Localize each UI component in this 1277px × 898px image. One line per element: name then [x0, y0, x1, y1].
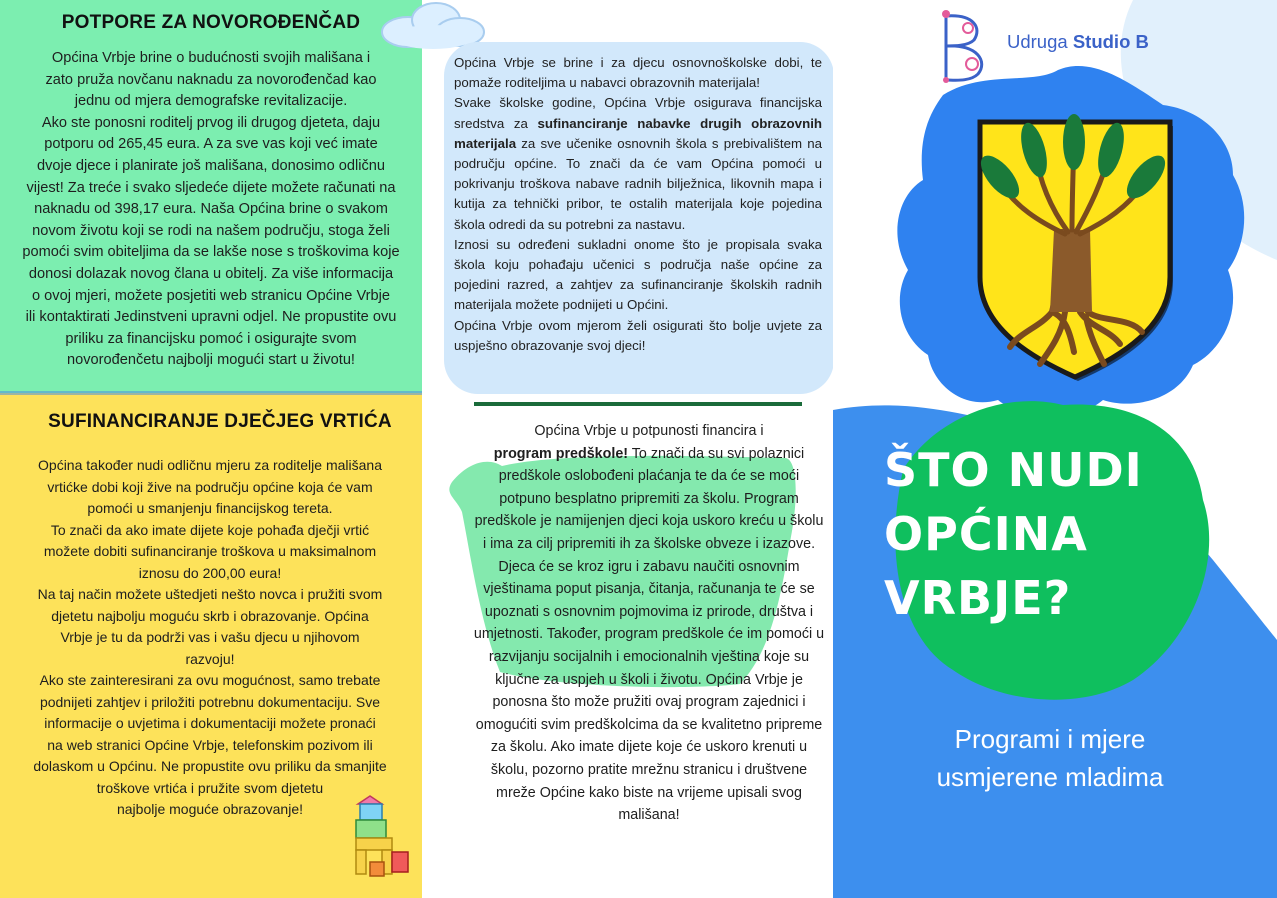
school-materials-closing: Općina Vrbje ovom mjerom želi osigurati što bolje uvjete za uspješno obrazovanje svoj djeci! [454, 317, 822, 353]
school-materials-text [454, 53, 822, 356]
newborn-section-body: Općina Vrbje brine o budućnosti svojih mališana i zato pruža novčanu naknadu za novorođenčad kao jednu od mjera demografske revitalizacije. Ako ste ponosni roditelj prvog ili drugog djeteta, daju potporu od 265,45 eura. A za sve vas koji već imate dvoje djece i planirate još mališana, donosimo odličnu vijest! Za treće i svako sljedeće dijete možete računati na naknadu od 398,17 eura. Naša Općina brine o svakom novom životu koji se rodi na našem području, stoga želi pomoći svim obiteljima da se lakše nose s troškovima koje donosi dolazak novog člana u obitelj. Za više informacija o ovoj mjeri, možete posjetiti web stranicu Općine Vrbje ili kontaktirati Jedinstveni upravni odjel. Ne propustite ovu priliku za financijsku pomoć i osigurajte svom novorođenčetu najbolji mogući start u životu! [22, 50, 400, 369]
school-materials-highlight: sufinanciranje nabavke drugih obrazovnih materijala [454, 115, 823, 151]
preschool-text: Općina Vrbje u potpunosti financira i program predškole! To znači da su svi polaznici predškole oslobođeni plaćanja te da će se moći potpuno besplatno pripremiti za školu. Program predškole je namijenjen djeci koja uskoro kreću u školu i ima za cilj pripremiti ih za školske obveze i izazove. Djeca će se kroz igru i zabavu naučiti osnovnim vještinama poput pisanja, čitanja, računanja te će se upoznati s osnovnim pojmovima iz prirode, društva i umjetnosti. Također, program predškole će im pomoći u razvijanju socijalnih i emocionalnih vještina koje su ključne za uspjeh u školi i životu. Općina Vrbje je ponosna što može pružiti ovaj program zajednici i omogućiti svim predškolcima da se kvalitetno pripreme za školu. Ako imate dijete koje će uskoro krenuti u školu, pozorno pratite mrežnu stranicu i društvene mreže Općine kako biste na vrijeme upisali svog mališana! [473, 423, 825, 824]
cover-headline: ŠTO NUDI OPĆINA VRBJE? [884, 443, 1143, 625]
studio-b-logo-icon [934, 6, 998, 86]
organization-logo-text: Udruga Studio B [1007, 31, 1149, 52]
kindergarten-section-title: SUFINANCIRANJE DJEČJEG VRTIĆA [48, 411, 392, 432]
newborn-section-title: POTPORE ZA NOVOROĐENČAD [61, 12, 361, 33]
coat-of-arms-icon [970, 112, 1180, 382]
cover-subtitle: Programi i mjere usmjerene mladima [936, 724, 1164, 792]
kindergarten-section-body: Općina također nudi odličnu mjeru za roditelje mališana vrtićke dobi koji žive na području općine koja će vam pomoći u smanjenju financijskog tereta. To znači da ako imate dijete koje pohađa dječji vrtić možete dobiti sufinanciranje troškova u maksimalnom iznosu do 200,00 eura! Na taj način možete uštedjeti nešto novca i pružiti svom djetetu najbolju moguću skrb i obrazovanje. Općina Vrbje je tu da podrži vas i vašu djecu u njihovom razvoju! Ako ste zainteresirani za ovu mogućnost, samo trebate podnijeti zahtjev i priložiti potrebnu dokumentaciju. Sve informacije o uvjetima i dokumentaciji možete pronaći na web stranici Općine Vrbje, telefonskim pozivom ili dolaskom u Općinu. Ne propustite ovu priliku da smanjite troškove vrtića i pružite svom djetetu najbolje moguće obrazovanje! [33, 457, 387, 817]
school-materials-details: Svake školske godine, Općina Vrbje osigurava financijska sredstva za sufinanciranje nabavke drugih obrazovnih materijala za sve učenike osnovnih škola s prebivalištem na području općine. To znači da će vam Općina pomoći u pokrivanju troškova nabave radnih bilježnica, likovnih mapa i kutija za tehnički pribor, te ostalih materijala koje pojedina škola odredi da su potrebni za nastavu. [454, 95, 823, 232]
school-materials-amounts: Iznosi su određeni sukladni onome što je propisala svaka škola koju pohađaju učenici s područja naše općine za pojedini razred, a zahtjev za sufinanciranje školskih radnih materijala možete podnijeti u Općini. [454, 236, 822, 313]
middle-divider [474, 402, 802, 406]
preschool-highlight: program predškole! [493, 445, 629, 462]
school-materials-intro: Općina Vrbje se brine i za djecu osnovnoškolske dobi, te pomaže roditeljima u nabavci obrazovnih materijala! [454, 55, 822, 91]
section-divider [0, 391, 422, 395]
toy-blocks-icon [352, 792, 412, 882]
